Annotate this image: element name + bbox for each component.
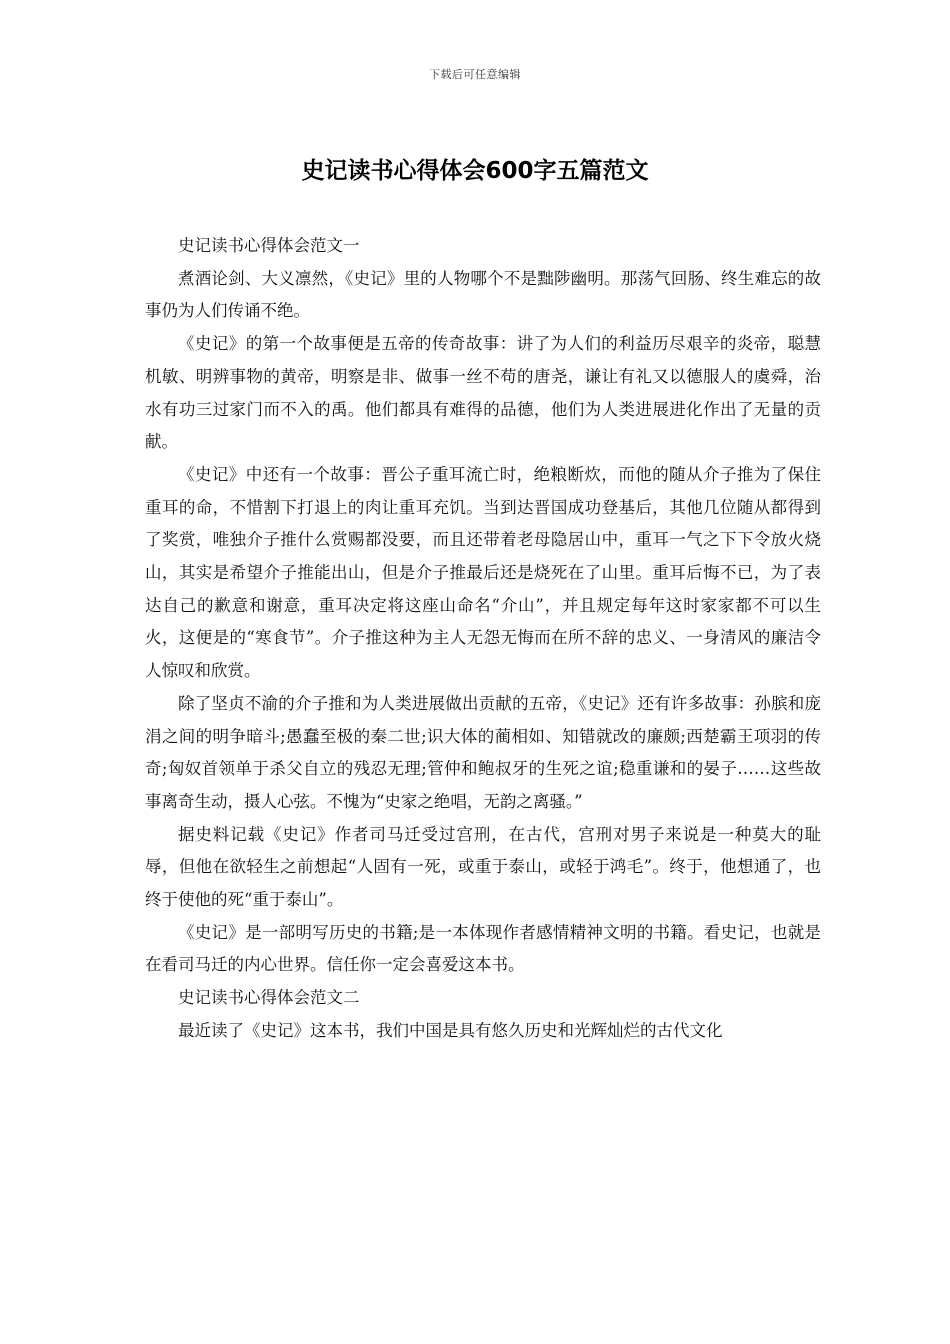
paragraph: 《史记》中还有一个故事：晋公子重耳流亡时，绝粮断炊，而他的随从介子推为了保住重耳的命，不惜割下打退上的肉让重耳充饥。当到达晋国成功登基后，其他几位随从都得到了奖赏，唯独介子推什么赏赐都没要，而且还带着老母隐居山中，重耳一气之下下令放火烧山，其实是希望介子推能出山，但是介子推最后还是烧死在了山里。重耳后悔不已，为了表达自己的歉意和谢意，重耳决定将这座山命名“介山”，并且规定每年这时家家都不可以生火，这便是的“寒食节”。介子推这种为主人无怨无悔而在所不辞的忠义、一身清风的廉洁令人惊叹和欣赏。 <box>145 464 821 681</box>
paragraph: 最近读了《史记》这本书，我们中国是具有悠久历史和光辉灿烂的古代文化 <box>178 1020 723 1040</box>
section-heading: 史记读书心得体会范文一 <box>178 236 360 255</box>
paragraph: 煮酒论剑、大义凛然，《史记》里的人物哪个不是黜陟幽明。那荡气回肠、终生难忘的故事仍为人们传诵不绝。 <box>145 268 821 321</box>
paragraph: 《史记》的第一个故事便是五帝的传奇故事：讲了为人们的利益历尽艰辛的炎帝，聪慧机敏、明辨事物的黄帝，明察是非、做事一丝不苟的唐尧，谦让有礼又以德服人的虞舜，治水有功三过家门而不入的禹。他们都具有难得的品德，他们为人类进展进化作出了无量的贡献。 <box>145 334 821 452</box>
document-body <box>145 230 821 1048</box>
paragraph: 据史料记载《史记》作者司马迁受过宫刑，在古代，宫刑对男子来说是一种莫大的耻辱，但他在欲轻生之前想起“人固有一死，或重于泰山，或轻于鸿毛”。终于，他想通了，也终于使他的死“重于泰山”。 <box>145 824 821 910</box>
section-heading: 史记读书心得体会范文二 <box>178 988 360 1008</box>
paragraph: 《史记》是一部明写历史的书籍;是一本体现作者感情精神文明的书籍。看史记，也就是在看司马迁的内心世界。信任你一定会喜爱这本书。 <box>145 922 821 975</box>
paragraph: 除了坚贞不渝的介子推和为人类进展做出贡献的五帝，《史记》还有许多故事：孙膑和庞涓之间的明争暗斗;愚蠢至极的秦二世;识大体的蔺相如、知错就改的廉颇;西楚霸王项羽的传奇;匈奴首领单于杀父自立的残忍无理;管仲和鲍叔牙的生死之谊;稳重谦和的晏子……这些故事离奇生动，摄人心弦。不愧为“史家之绝唱，无韵之离骚。” <box>145 693 821 811</box>
header-note: 下载后可任意编辑 <box>429 68 521 81</box>
page-title: 史记读书心得体会600字五篇范文 <box>301 158 649 184</box>
